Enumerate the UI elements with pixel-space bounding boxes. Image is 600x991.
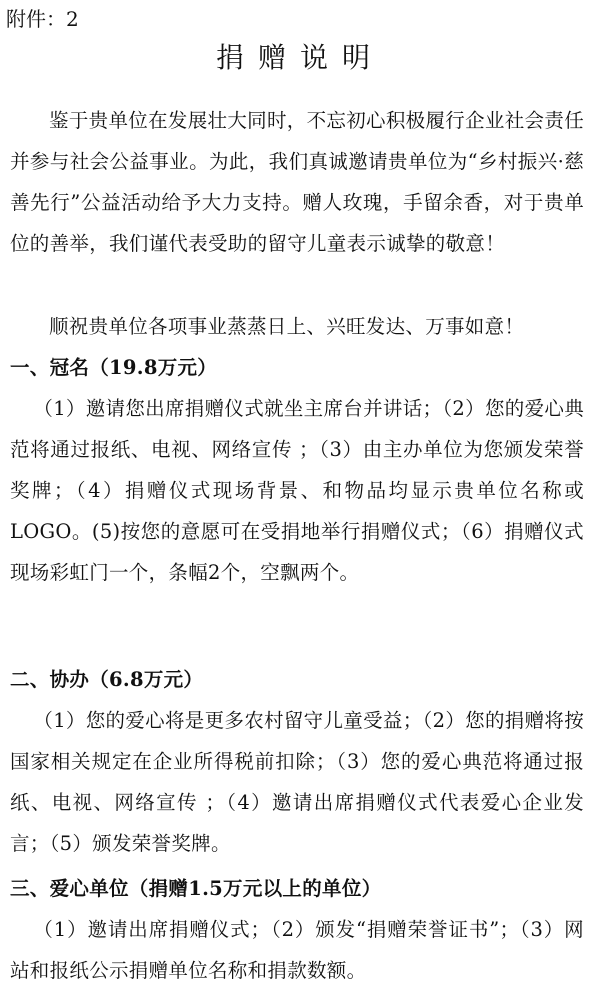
attachment-label: 附件：2: [6, 7, 79, 31]
section-body-co-organizer: （1）您的爱心将是更多农村留守儿童受益；（2）您的捐赠将按国家相关规定在企业所得税前扣除；（3）您的爱心典范将通过报纸、电视、网络宣传 ；（4）邀请出席捐赠仪式代表爱心企业发言；（5）颁发荣誉奖牌。: [10, 709, 584, 855]
document-title: 捐赠说明: [215, 41, 384, 74]
wish-paragraph: 顺祝贵单位各项事业蒸蒸日上、兴旺发达、万事如意！: [49, 315, 525, 338]
intro-paragraph: 鉴于贵单位在发展壮大同时，不忘初心积极履行企业社会责任并参与社会公益事业。为此，我们真诚邀请贵单位为“乡村振兴·慈善先行”公益活动给予大力支持。赠人玫瑰，手留余香，对于贵单位的善举，我们谨代表受助的留守儿童表示诚挚的敬意！: [10, 109, 584, 255]
section-body-caring-unit: （1）邀请出席捐赠仪式；（2）颁发“捐赠荣誉证书”；（3）网站和报纸公示捐赠单位名称和捐款数额。: [10, 918, 584, 982]
section-heading-title-sponsor: 一、冠名（19.8万元）: [10, 356, 218, 379]
section-heading-caring-unit: 三、爱心单位（捐赠1.5万元以上的单位）: [10, 877, 382, 900]
section-body-title-sponsor: （1）邀请您出席捐赠仪式就坐主席台并讲话；（2）您的爱心典范将通过报纸、电视、网络宣传 ；（3）由主办单位为您颁发荣誉奖牌；（4）捐赠仪式现场背景、和物品均显示贵单位名称或LOGO。(5)按您的意愿可在受捐地举行捐赠仪式；（6）捐赠仪式现场彩虹门一个，条幅2个，空飘两个。: [10, 397, 584, 584]
section-heading-co-organizer: 二、协办（6.8万元）: [10, 668, 204, 691]
